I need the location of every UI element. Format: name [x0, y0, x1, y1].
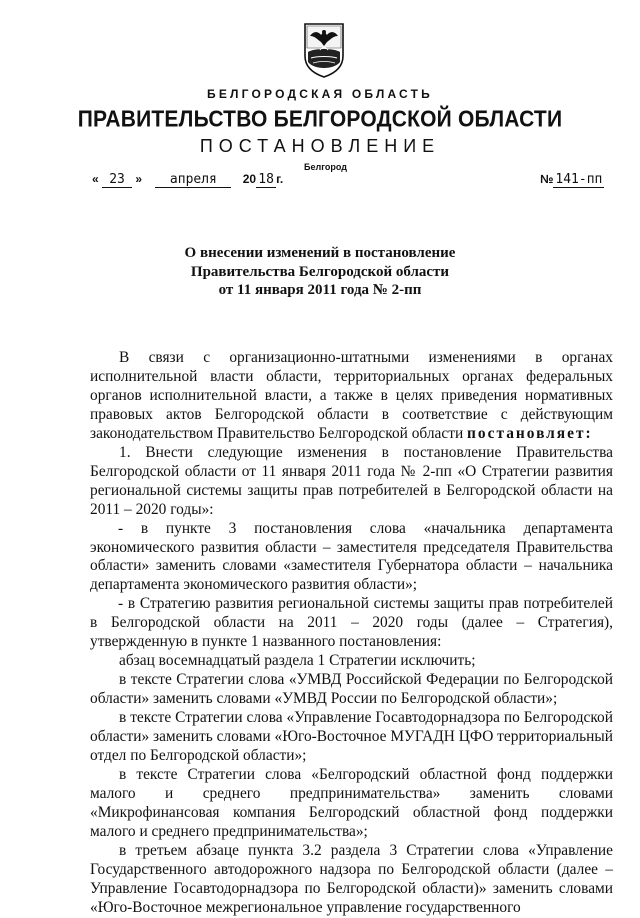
title-line-2: Правительства Белгородской области	[190, 263, 450, 280]
paragraph-section-3-2: в третьем абзаце пункта 3.2 раздела 3 Стратегии слова «Управление Государственного автодорожного надзора по Белгородской области (далее – Управление Госавтодорнадзора по Белгородской области)» заменить словами «Юго-Восточное межрегиональное управление государственного	[90, 841, 613, 916]
government-name: ПРАВИТЕЛЬСТВО БЕЛГОРОДСКОЙ ОБЛАСТИ	[77, 106, 563, 133]
paragraph-abzac-18: абзац восемнадцатый раздела 1 Стратегии исключить;	[119, 652, 476, 670]
decree-verb: постановляет:	[467, 424, 593, 442]
preamble-text: В связи с организационно-штатными изменениями в органах исполнительной власти области, территориальных органах федеральных органов исполнительной власти, а также в целях приведения нормативных правовых актов Белгородской области в соответствие с действующим законодательством Правительство Белгородской области	[90, 349, 613, 442]
document-type: ПОСТАНОВЛЕНИЕ	[199, 136, 441, 156]
paragraph-amendment-point-3: - в пункте 3 постановления слова «начальника департамента экономического развития области – заместителя председателя Правительства области» заменить словами «заместителя Губернатора области – начальника департамента экономического развития области»;	[90, 519, 613, 594]
decree-title	[0, 244, 640, 300]
date-close-quote: »	[135, 172, 143, 186]
date-open-quote: «	[92, 172, 99, 186]
paragraph-preamble	[90, 349, 613, 444]
date-month: апреля	[155, 172, 231, 188]
region-name: БЕЛГОРОДСКАЯ ОБЛАСТЬ	[207, 87, 433, 101]
coat-of-arms-icon	[302, 22, 346, 78]
number-value: 141-пп	[555, 172, 603, 187]
paragraph-amendment-strategy: - в Стратегию развития региональной системы защиты прав потребителей в Белгородской области на 2011 – 2020 годы (далее – Стратегия), утвержденную в пункте 1 названного постановления:	[90, 595, 613, 651]
city-name: Белгород	[304, 162, 347, 172]
paragraph-gosavtodornadzor: в тексте Стратегии слова «Управление Госавтодорнадзора по Белгородской области» заменить словами «Юго-Восточное МУГАДН ЦФО территориальный отдел по Белгородской области»;	[90, 709, 613, 765]
date-day: 23	[102, 172, 132, 188]
decree-date	[92, 172, 283, 188]
paragraph-umvd: в тексте Стратегии слова «УМВД Российской Федерации по Белгородской области» заменить словами «УМВД России по Белгородской области»;	[90, 671, 613, 708]
date-year-prefix: 20	[242, 172, 257, 186]
paragraph-fond: в тексте Стратегии слова «Белгородский областной фонд поддержки малого и среднего предпринимательства» заменить словами «Микрофинансовая компания Белгородский областной фонд поддержки малого и среднего предпринимательства»;	[90, 765, 613, 840]
decree-body	[90, 349, 613, 918]
date-year-mark: г.	[276, 172, 284, 186]
decree-number	[540, 172, 604, 187]
title-line-1: О внесении изменений в постановление	[184, 245, 456, 261]
paragraph-clause-1: 1. Внести следующие изменения в постановление Правительства Белгородской области от 11 января 2011 года № 2-пп «О Стратегии развития региональной системы защиты прав потребителей в Белгородской области на 2011 – 2020 годы»:	[90, 443, 613, 518]
title-line-3: от 11 января 2011 года № 2-пп	[218, 282, 422, 298]
date-year-suffix: 18	[256, 172, 276, 188]
number-label: №	[540, 172, 554, 186]
